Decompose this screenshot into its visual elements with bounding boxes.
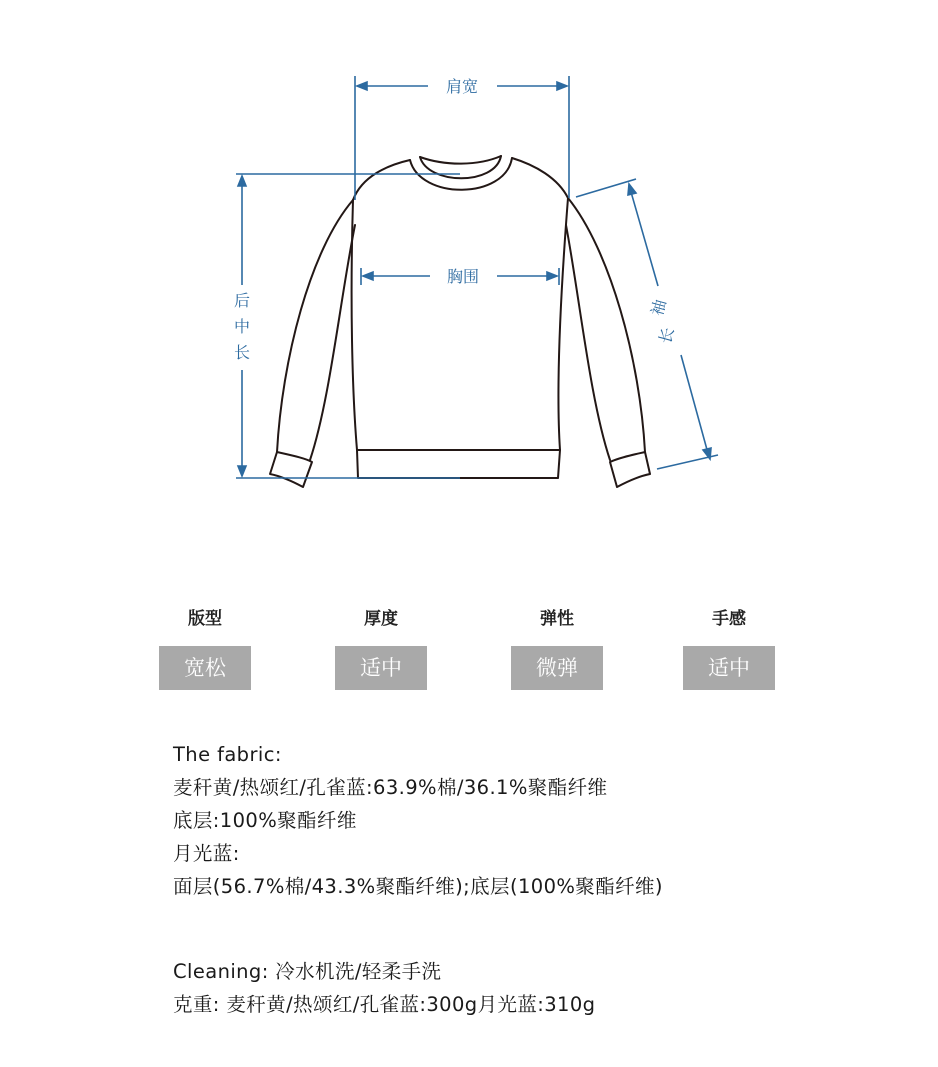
attribute-fit bbox=[159, 606, 251, 690]
attribute-value: 微弹 bbox=[511, 646, 603, 690]
shoulder-width-label: 肩宽 bbox=[445, 77, 479, 96]
back-length-label-2: 中 bbox=[233, 317, 251, 336]
attribute-grid bbox=[0, 606, 938, 696]
fabric-weight: 克重: 麦秆黄/热颂红/孔雀蓝:300g月光蓝:310g bbox=[173, 993, 596, 1016]
product-details bbox=[173, 738, 913, 1021]
sweatshirt-outline bbox=[270, 156, 650, 487]
attribute-thickness bbox=[335, 606, 427, 690]
back-length-label-3: 长 bbox=[233, 343, 251, 362]
attribute-label: 手感 bbox=[712, 609, 746, 629]
fabric-composition-2: 底层:100%聚酯纤维 bbox=[173, 809, 357, 832]
attribute-hand-feel bbox=[683, 606, 775, 690]
attribute-label: 厚度 bbox=[364, 609, 398, 629]
attribute-label: 弹性 bbox=[540, 609, 574, 629]
fabric-composition-4: 面层(56.7%棉/43.3%聚酯纤维);底层(100%聚酯纤维) bbox=[173, 875, 663, 898]
sleeve-length-label-1: 袖 bbox=[647, 297, 670, 318]
spacer bbox=[173, 903, 913, 955]
attribute-elasticity bbox=[511, 606, 603, 690]
fabric-composition-3: 月光蓝: bbox=[173, 842, 240, 865]
attribute-value: 适中 bbox=[335, 646, 427, 690]
chest-label: 胸围 bbox=[446, 267, 480, 286]
back-length-label-1: 后 bbox=[233, 291, 251, 310]
attribute-value: 宽松 bbox=[159, 646, 251, 690]
fabric-composition-1: 麦秆黄/热颂红/孔雀蓝:63.9%棉/36.1%聚酯纤维 bbox=[173, 776, 608, 799]
sleeve-length-label-2: 长 bbox=[655, 325, 678, 346]
cleaning-instructions: Cleaning: 冷水机洗/轻柔手洗 bbox=[173, 960, 442, 983]
sweatshirt-size-diagram bbox=[0, 0, 938, 520]
fabric-heading: The fabric: bbox=[173, 743, 282, 766]
attribute-value: 适中 bbox=[683, 646, 775, 690]
attribute-label: 版型 bbox=[188, 609, 222, 629]
